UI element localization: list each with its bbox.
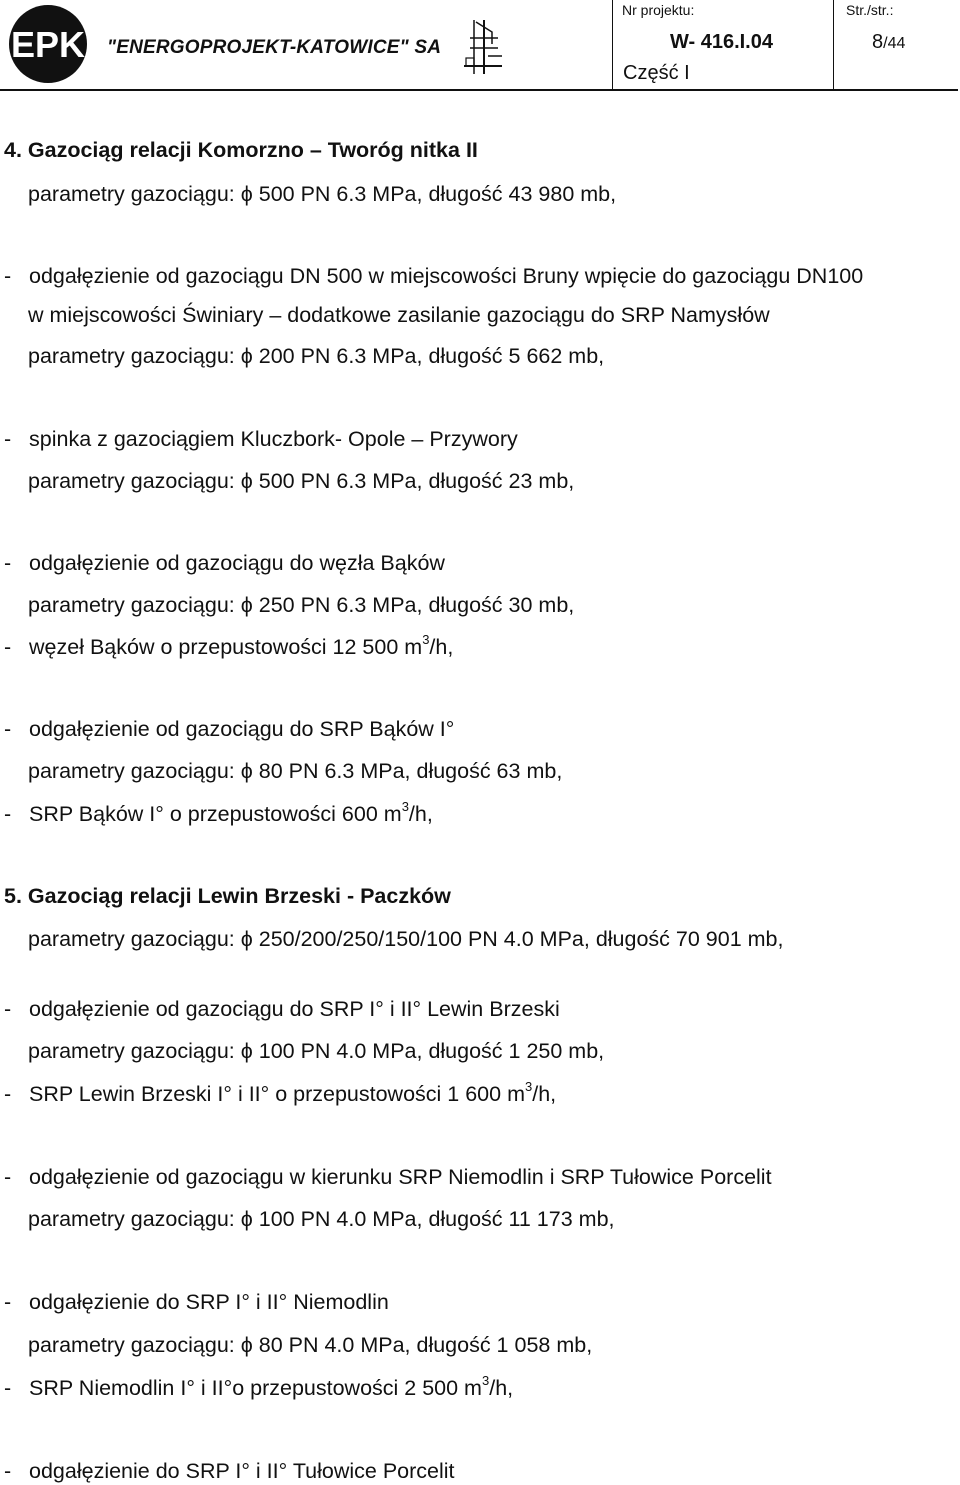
list-item: - SRP Niemodlin I° i II°o przepustowości 2 500 $m^3/h$, — [4, 1372, 514, 1400]
list-item: - odgałęzienie od gazociągu do węzła Bąków — [4, 551, 445, 575]
project-number-label: Nr projektu: — [622, 2, 695, 18]
header-divider — [612, 0, 613, 90]
pipeline-parameters: parametry gazociągu: ϕ 100 PN 4.0 MPa, długość 1 250 mb, — [28, 1039, 605, 1063]
section-heading-5: 5. Gazociąg relacji Lewin Brzeski - Paczków — [4, 884, 451, 908]
pipeline-parameters: parametry gazociągu: ϕ 100 PN 4.0 MPa, długość 11 173 mb, — [28, 1207, 615, 1231]
list-item: - odgałęzienie od gazociągu do SRP I° i II° Lewin Brzeski — [4, 997, 560, 1021]
list-item-continuation: w miejscowości Świniary – dodatkowe zasilanie gazociągu do SRP Namysłów — [28, 303, 770, 327]
project-number: W- 416.I.04 — [670, 31, 773, 53]
page-total: /44 — [883, 35, 906, 52]
pipeline-parameters: parametry gazociągu: ϕ 250/200/250/150/100 PN 4.0 MPa, długość 70 901 mb, — [28, 927, 784, 951]
epk-logo-icon — [6, 4, 90, 84]
list-item: - odgałęzienie do SRP I° i II° Tułowice Porcelit — [4, 1459, 455, 1483]
company-name: "ENERGOPROJEKT-KATOWICE" SA — [107, 37, 442, 58]
list-item: - odgałęzienie od gazociągu DN 500 w miejscowości Bruny wpięcie do gazociągu DN100 — [4, 264, 864, 288]
list-item: - odgałęzienie do SRP I° i II° Niemodlin — [4, 1290, 389, 1314]
pipeline-parameters: parametry gazociągu: ϕ 200 PN 6.3 MPa, długość 5 662 mb, — [28, 344, 605, 368]
pipeline-parameters: parametry gazociągu: ϕ 500 PN 6.3 MPa, długość 23 mb, — [28, 469, 575, 493]
pipeline-parameters: parametry gazociągu: ϕ 80 PN 4.0 MPa, długość 1 058 mb, — [28, 1333, 593, 1357]
pipeline-parameters: parametry gazociągu: ϕ 250 PN 6.3 MPa, długość 30 mb, — [28, 593, 575, 617]
pipeline-parameters: parametry gazociągu: ϕ 500 PN 6.3 MPa, długość 43 980 mb, — [28, 182, 617, 206]
pipeline-parameters: parametry gazociągu: ϕ 80 PN 6.3 MPa, długość 63 mb, — [28, 759, 563, 783]
header-bottom-rule — [0, 89, 958, 91]
list-item: - SRP Bąków I° o przepustowości 600 $m^3/h$, — [4, 798, 433, 826]
energy-emblem-icon — [462, 18, 506, 78]
page-label: Str./str.: — [846, 2, 894, 18]
list-item: - odgałęzienie od gazociągu w kierunku SRP Niemodlin i SRP Tułowice Porcelit — [4, 1165, 772, 1189]
section-heading-4: 4. Gazociąg relacji Komorzno – Tworóg nitka II — [4, 138, 478, 162]
logo-text: EPK — [10, 24, 86, 65]
page-counter — [872, 31, 905, 54]
list-item: - spinka z gazociągiem Kluczbork- Opole – Przywory — [4, 427, 518, 451]
document-part: Część I — [623, 62, 690, 84]
list-item: - węzeł Bąków o przepustowości 12 500 $m^3/h$, — [4, 631, 454, 659]
header-divider — [833, 0, 834, 90]
page-number: 8 — [872, 31, 884, 53]
document-header — [0, 0, 958, 90]
list-item: - SRP Lewin Brzeski I° i II° o przepustowości 1 600 $m^3/h$, — [4, 1078, 557, 1106]
list-item: - odgałęzienie od gazociągu do SRP Bąków I° — [4, 717, 455, 741]
